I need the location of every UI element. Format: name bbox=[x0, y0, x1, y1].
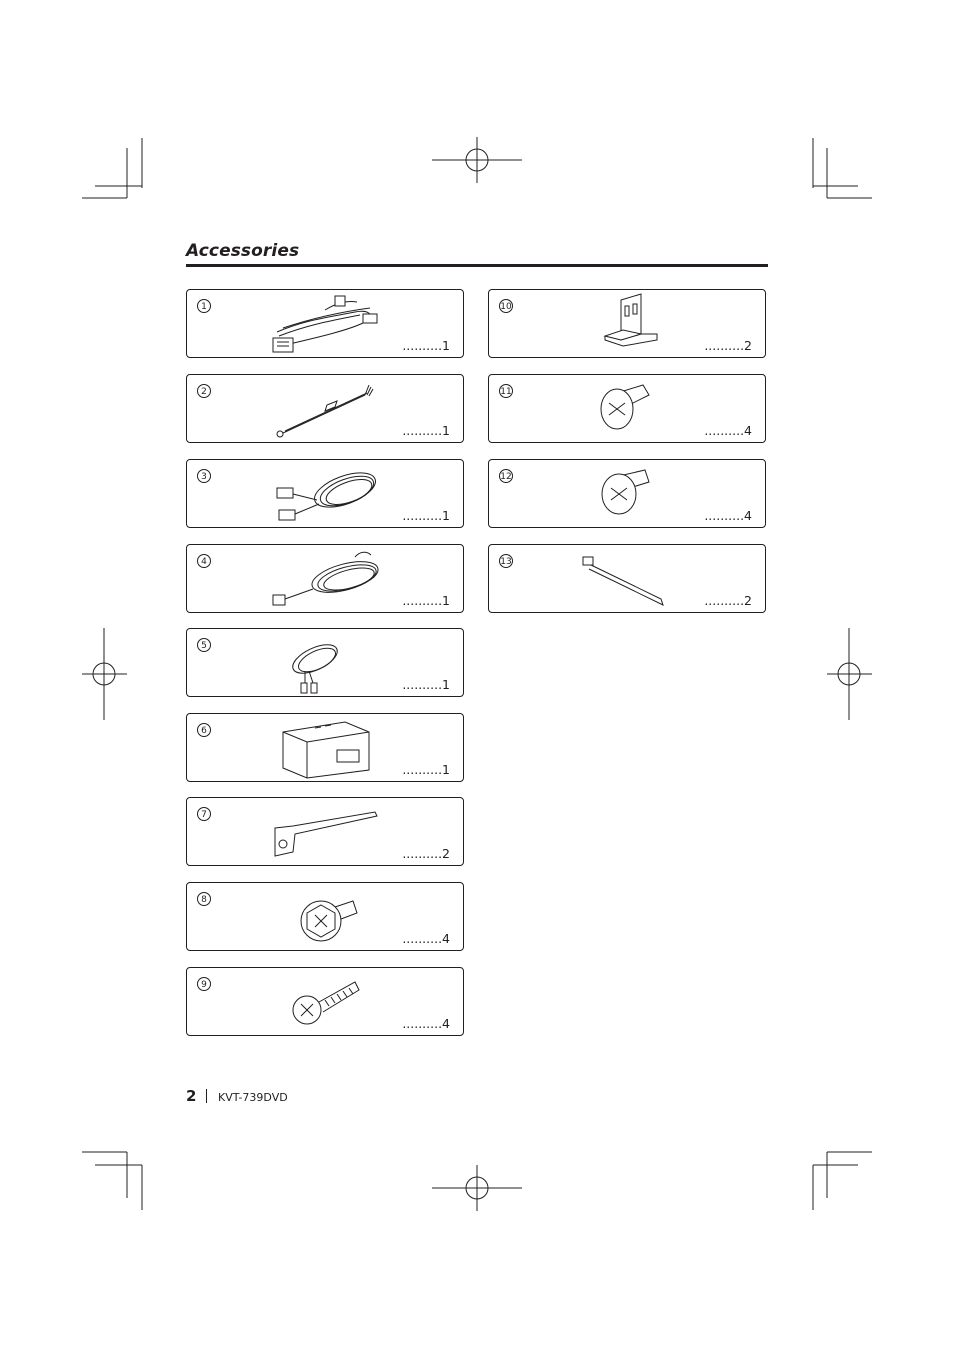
accessory-item-11 bbox=[488, 374, 766, 443]
item-number: 5 bbox=[197, 638, 211, 652]
footer-separator bbox=[206, 1089, 207, 1103]
item-number: 13 bbox=[499, 554, 513, 568]
item-quantity: ..........1 bbox=[402, 593, 450, 608]
item-number: 3 bbox=[197, 469, 211, 483]
accessory-item-13 bbox=[488, 544, 766, 613]
item-quantity: ..........2 bbox=[704, 593, 752, 608]
accessory-item-1 bbox=[186, 289, 464, 358]
model-name: KVT-739DVD bbox=[218, 1091, 288, 1104]
item-number: 9 bbox=[197, 977, 211, 991]
item-quantity: ..........4 bbox=[402, 1016, 450, 1031]
item-number: 2 bbox=[197, 384, 211, 398]
item-quantity: ..........1 bbox=[402, 423, 450, 438]
accessory-item-10 bbox=[488, 289, 766, 358]
item-number: 6 bbox=[197, 723, 211, 737]
item-quantity: ..........2 bbox=[704, 338, 752, 353]
item-quantity: ..........1 bbox=[402, 508, 450, 523]
accessory-item-9 bbox=[186, 967, 464, 1036]
section-title: Accessories bbox=[186, 241, 300, 261]
item-quantity: ..........2 bbox=[402, 846, 450, 861]
accessory-item-6 bbox=[186, 713, 464, 782]
accessory-item-3 bbox=[186, 459, 464, 528]
item-number: 12 bbox=[499, 469, 513, 483]
title-rule bbox=[186, 264, 768, 267]
accessory-item-5 bbox=[186, 628, 464, 697]
item-number: 1 bbox=[197, 299, 211, 313]
item-number: 7 bbox=[197, 807, 211, 821]
page-number: 2 bbox=[186, 1087, 197, 1105]
item-quantity: ..........4 bbox=[704, 423, 752, 438]
accessory-item-7 bbox=[186, 797, 464, 866]
item-quantity: ..........4 bbox=[402, 931, 450, 946]
accessory-item-4 bbox=[186, 544, 464, 613]
item-number: 11 bbox=[499, 384, 513, 398]
accessory-item-8 bbox=[186, 882, 464, 951]
item-quantity: ..........1 bbox=[402, 338, 450, 353]
item-quantity: ..........4 bbox=[704, 508, 752, 523]
accessory-item-12 bbox=[488, 459, 766, 528]
item-number: 8 bbox=[197, 892, 211, 906]
item-quantity: ..........1 bbox=[402, 762, 450, 777]
item-number: 10 bbox=[499, 299, 513, 313]
accessory-item-2 bbox=[186, 374, 464, 443]
item-number: 4 bbox=[197, 554, 211, 568]
item-quantity: ..........1 bbox=[402, 677, 450, 692]
